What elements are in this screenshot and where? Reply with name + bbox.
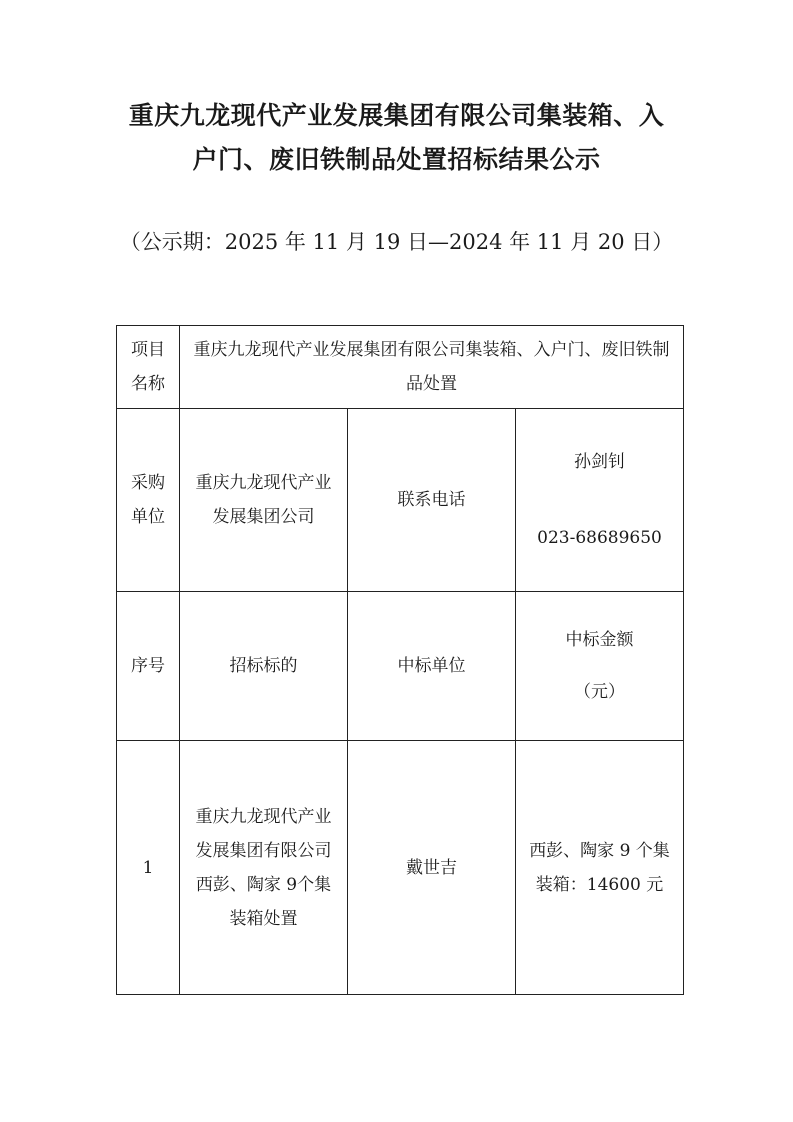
buyer-row	[117, 409, 684, 592]
contact-label: 联系电话	[348, 409, 516, 592]
result-table	[116, 325, 684, 995]
header-amount: 中标金额 （元）	[516, 592, 684, 741]
row-subject: 重庆九龙现代产业发展集团有限公司西彭、陶家 9个集装箱处置	[180, 741, 348, 995]
contact-person: 孙剑钊	[574, 452, 625, 472]
project-name-label: 项目 名称	[117, 326, 180, 409]
document-title-line-2: 户门、废旧铁制品处置招标结果公示	[192, 145, 601, 174]
header-winner: 中标单位	[348, 592, 516, 741]
row-seq: 1	[117, 741, 180, 995]
row-winner: 戴世吉	[348, 741, 516, 995]
project-name-row	[117, 326, 684, 409]
header-subject: 招标标的	[180, 592, 348, 741]
table-header-row	[117, 592, 684, 741]
buyer-label: 采购 单位	[117, 409, 180, 592]
row-amount: 西彭、陶家 9 个集装箱：14600 元	[516, 741, 684, 995]
contact-phone: 023-68689650	[537, 528, 662, 548]
contact-value	[516, 409, 684, 592]
header-seq: 序号	[117, 592, 180, 741]
notice-period: （公示期：2025 年 11 月 19 日—2024 年 11 月 20 日）	[119, 230, 674, 254]
document-title-line-1: 重庆九龙现代产业发展集团有限公司集装箱、入	[128, 101, 665, 130]
project-name-value: 重庆九龙现代产业发展集团有限公司集装箱、入户门、废旧铁制品处置	[180, 326, 684, 409]
buyer-value: 重庆九龙现代产业发展集团公司	[180, 409, 348, 592]
table-row	[117, 741, 684, 995]
